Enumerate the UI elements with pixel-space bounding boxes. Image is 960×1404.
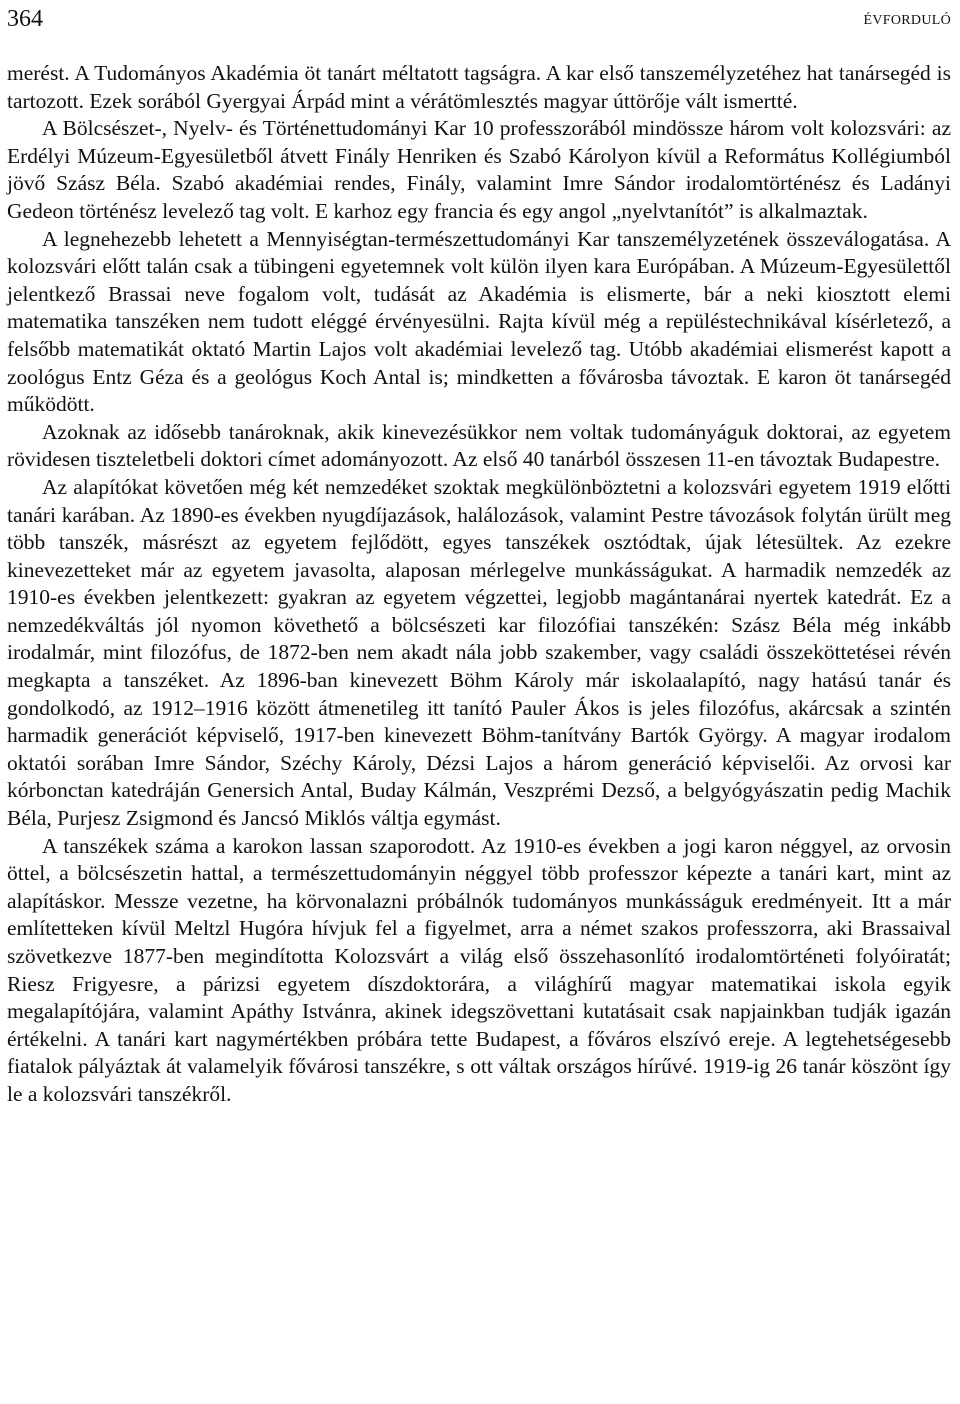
page-number: 364 [7, 6, 43, 32]
paragraph-2: A Bölcsészet-, Nyelv- és Történettudományi Kar 10 professzorából mindössze három volt kolozsvári: az Erdélyi Múzeum-Egyesületből átvett Finály Henriken és Szabó Károlyon kívül a Református Kollégiumból jövő Szász Béla. Szabó akadémiai rendes, Finály, valamint Imre Sándor irodalomtörténész és Ladányi Gedeon történész levelező tag volt. E karhoz egy francia és egy angol „nyelvtanítót” is alkalmaztak. [7, 116, 951, 223]
paragraph-5: Az alapítókat követően még két nemzedéket szoktak megkülönböztetni a kolozsvári egyetem 1919 előtti tanári karában. Az 1890-es években nyugdíjazások, halálozások, valamint Pestre távozások folytán ürült meg több tanszék, másrészt az egyetem fejlődött, egyes tanszékek osztódtak, újak létesültek. Az ezekre kinevezetteket már az egyetem javasolta, alaposan mérlegelve munkásságukat. A harmadik nemzedék az 1910-es években jelentkezett: gyakran az egyetem végzettei, legjobb magántanárai nyertek katedrát. Ez a nemzedékváltás jól nyomon követhető a bölcsészeti kar filozófiai tanszékén: Szász Béla még inkább irodalmár, mint filozófus, de 1872-ben nem akadt nála jobb szakember, vagy családi összeköttetései révén megkapta a tanszéket. Az 1896-ban kinevezett Böhm Károly már iskolaalapító, nagy hatású tanár és gondolkodó, az 1912–1916 között átmenetileg itt tanító Pauler Ákos is jeles filozófus, akárcsak a szintén harmadik generációt képviselő, 1917-ben kinevezett Böhm-tanítvány Bartók György. A magyar irodalom oktatói sorában Imre Sándor, Széchy Károly, Dézsi Lajos a három generáció képviselői. Az orvosi kar kórbonctan katedráján Genersich Antal, Buday Kálmán, Veszprémi Dezső, a belgyógyászatin pedig Machik Béla, Purjesz Zsigmond és Jancsó Miklós váltja egymást. [7, 474, 951, 831]
paragraph-6: A tanszékek száma a karokon lassan szaporodott. Az 1910-es években a jogi karon néggyel, az orvosin öttel, a bölcsészetin hattal, a természettudományin néggyel több professzor képezte a tanári kart, mint az alapításkor. Messze vezetne, ha körvonalazni próbálnók tudományos munkásságuk eredményeit. Itt a már említetteken kívül Meltzl Hugóra hívjuk fel a figyelmet, arra a német szakos professzorra, aki Brassaival szövetkezve 1877-ben megindította Kolozsvárt a világ első összehasonlító irodalomtörténeti folyóiratát; Riesz Frigyesre, a párizsi egyetem díszdoktorára, a világhírű magyar matematikai iskola egyik megalapítójára, valamint Apáthy Istvánra, akinek idegszövettani kutatásait csak napjainkban tudják igazán értékelni. A tanári kart nagymértékben próbára tette Budapest, a főváros elszívó ereje. A legtehetségesebb fiatalok pályáztak át valamelyik fővárosi tanszékre, s ott váltak országos hírűvé. 1919-ig 26 tanár köszönt így le a kolozsvári tanszékről. [7, 833, 951, 1106]
paragraph-4: Azoknak az idősebb tanároknak, akik kinevezésükkor nem voltak tudományáguk doktorai, az egyetem rövidesen tiszteletbeli doktori címet adományozott. Az első 40 tanárból összesen 11-en távoztak Budapestre. [7, 419, 951, 472]
paragraph-1: merést. A Tudományos Akadémia öt tanárt méltatott tagságra. A kar első tanszemélyzetéhez hat tanársegéd is tartozott. Ezek sorából Gyergyai Árpád mint a vérátömlesztés magyar úttörője vált ismertté. [7, 61, 951, 113]
page-header [7, 0, 951, 44]
running-head: ÉVFORDULÓ [863, 13, 951, 28]
paragraph-3: A legnehezebb lehetett a Mennyiségtan-természettudományi Kar tanszemélyzetének összeválogatása. A kolozsvári előtt talán csak a tübingeni egyetemnek volt külön ilyen kara Európában. A Múzeum-Egyesülettől jelentkező Brassai neve fogalom volt, tudását az Akadémia is elismerte, bár a neki kiosztott elemi matematika tanszéken nem tudott eléggé érvényesülni. Rajta kívül még a repüléstechnikával kísérletező, a felsőbb matematikát oktató Martin Lajos volt akadémiai levelező tag. Utóbb akadémiai elismerést kapott a zoológus Entz Géza és a geológus Koch Antal is; mindketten a fővárosba távoztak. E karon öt tanársegéd működött. [7, 226, 951, 417]
body-text [7, 60, 951, 1109]
document-page [7, 0, 951, 1106]
